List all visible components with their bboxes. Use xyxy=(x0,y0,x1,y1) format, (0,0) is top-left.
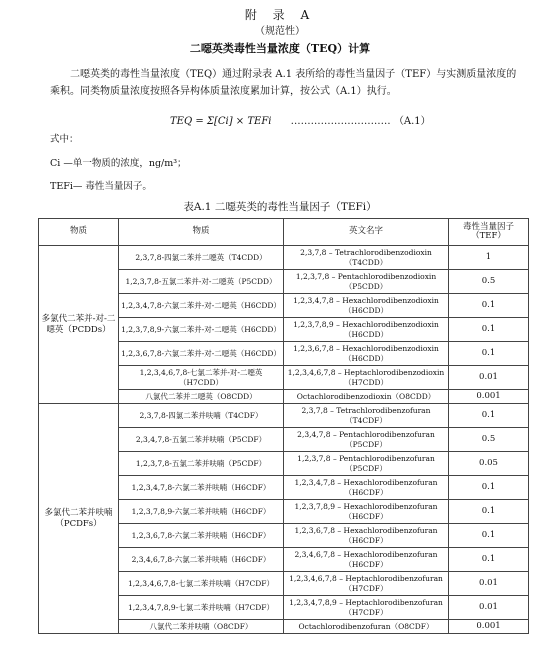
tef-value-cell: 1 xyxy=(449,246,529,270)
appendix-heading: 附 录 A xyxy=(244,8,316,22)
english-name-cell: Octachlorodibenzofuran（O8CDF） xyxy=(284,620,449,634)
english-name-cell: 2,3,7,8 – Tetrachlorodibenzodioxin（T4CDD） xyxy=(284,246,449,270)
table-title: 表A.1 二噁英类的毒性当量因子（TEFi） xyxy=(183,201,377,213)
english-name-cell: 1,2,3,4,6,7,8 – Heptachlorodibenzodioxin（H7CDD） xyxy=(284,366,449,390)
tef-value-cell: 0.1 xyxy=(449,342,529,366)
english-name-cell: 1,2,3,7,8,9 – Hexachlorodibenzodioxin（H6CDD） xyxy=(284,318,449,342)
formula-number: （A.1） xyxy=(393,116,431,127)
tef-value-cell: 0.1 xyxy=(449,524,529,548)
chinese-name-cell: 1,2,3,4,6,7,8-七氯二苯并-对-二噁英（H7CDD） xyxy=(119,366,284,390)
chinese-name-cell: 1,2,3,4,6,7,8-七氯二苯并呋喃（H7CDF） xyxy=(119,572,284,596)
english-name-cell: 1,2,3,6,7,8 – Hexachlorodibenzofuran（H6CDF） xyxy=(284,524,449,548)
tef-value-cell: 0.1 xyxy=(449,476,529,500)
chinese-name-cell: 1,2,3,6,7,8-六氯二苯并-对-二噁英（H6CDD） xyxy=(119,342,284,366)
chinese-name-cell: 1,2,3,7,8-五氯二苯并-对-二噁英（P5CDD） xyxy=(119,270,284,294)
english-name-cell: 1,2,3,4,6,7,8 – Heptachlorodibenzofuran（H7CDF） xyxy=(284,572,449,596)
tef-value-cell: 0.1 xyxy=(449,500,529,524)
tef-value-cell: 0.01 xyxy=(449,366,529,390)
tef-value-cell: 0.5 xyxy=(449,428,529,452)
header-tef: 毒性当量因子（TEF） xyxy=(449,219,529,246)
header-english-name: 英文名字 xyxy=(284,219,449,246)
english-name-cell: 1,2,3,7,8 – Pentachlorodibenzodioxin（P5CDD） xyxy=(284,270,449,294)
tef-value-cell: 0.5 xyxy=(449,270,529,294)
tef-value-cell: 0.1 xyxy=(449,318,529,342)
tef-value-cell: 0.01 xyxy=(449,572,529,596)
formula-expression: TEQ = Σ[Ci] × TEFi xyxy=(170,116,272,127)
chinese-name-cell: 1,2,3,7,8-五氯二苯并呋喃（P5CDF） xyxy=(119,452,284,476)
formula-line xyxy=(170,112,431,127)
tef-value-cell: 0.1 xyxy=(449,294,529,318)
where-label: 式中： xyxy=(50,134,79,145)
tef-value-cell: 0.01 xyxy=(449,596,529,620)
chinese-name-cell: 1,2,3,4,7,8,9-七氯二苯并呋喃（H7CDF） xyxy=(119,596,284,620)
chinese-name-cell: 1,2,3,7,8,9-六氯二苯并呋喃（H6CDF） xyxy=(119,500,284,524)
english-name-cell: 1,2,3,7,8,9 – Hexachlorodibenzofuran（H6CDF） xyxy=(284,500,449,524)
table-header-row xyxy=(39,219,529,246)
normative-label: （规范性） xyxy=(255,26,305,37)
tef-value-cell: 0.001 xyxy=(449,390,529,404)
formula-leader-dots: ………………………… xyxy=(290,116,391,127)
chinese-name-cell: 1,2,3,7,8,9-六氯二苯并-对-二噁英（H6CDD） xyxy=(119,318,284,342)
header-substance: 物质 xyxy=(119,219,284,246)
english-name-cell: 1,2,3,4,7,8 – Hexachlorodibenzodioxin（H6CDD） xyxy=(284,294,449,318)
english-name-cell: 1,2,3,6,7,8 – Hexachlorodibenzodioxin（H6CDD） xyxy=(284,342,449,366)
chinese-name-cell: 2,3,7,8-四氯二苯并二噁英（T4CDD） xyxy=(119,246,284,270)
table-row xyxy=(39,404,529,428)
tef-value-cell: 0.001 xyxy=(449,620,529,634)
english-name-cell: Octachlorodibenzodioxin（O8CDD） xyxy=(284,390,449,404)
chinese-name-cell: 1,2,3,6,7,8-六氯二苯并呋喃（H6CDF） xyxy=(119,524,284,548)
group-name-cell: 多氯代二苯并呋喃（PCDFs） xyxy=(39,404,119,634)
group-name-cell: 多氯代二苯并-对-二噁英（PCDDs） xyxy=(39,246,119,404)
definition-tefi: TEFi— 毒性当量因子。 xyxy=(50,181,152,192)
tef-value-cell: 0.1 xyxy=(449,404,529,428)
intro-paragraph: 二噁英类的毒性当量浓度（TEQ）通过附录表 A.1 表所给的毒性当量因子（TEF）与实测质量浓度的乘积。同类物质量浓度按照各异构体质量浓度累加计算，按公式（A.1）执行。 xyxy=(50,69,517,97)
english-name-cell: 1,2,3,4,7,8 – Hexachlorodibenzofuran（H6CDF） xyxy=(284,476,449,500)
tef-value-cell: 0.1 xyxy=(449,548,529,572)
chinese-name-cell: 2,3,4,7,8-五氯二苯并呋喃（P5CDF） xyxy=(119,428,284,452)
table-row xyxy=(39,246,529,270)
chinese-name-cell: 2,3,4,6,7,8-六氯二苯并呋喃（H6CDF） xyxy=(119,548,284,572)
english-name-cell: 2,3,4,6,7,8 – Hexachlorodibenzofuran（H6CDF） xyxy=(284,548,449,572)
chinese-name-cell: 八氯代二苯并二噁英（O8CDD） xyxy=(119,390,284,404)
english-name-cell: 2,3,4,7,8 – Pentachlorodibenzofuran（P5CDF） xyxy=(284,428,449,452)
chinese-name-cell: 1,2,3,4,7,8-六氯二苯并-对-二噁英（H6CDD） xyxy=(119,294,284,318)
page-title: 二噁英类毒性当量浓度（TEQ）计算 xyxy=(189,42,371,55)
tef-table xyxy=(38,218,529,634)
chinese-name-cell: 1,2,3,4,7,8-六氯二苯并呋喃（H6CDF） xyxy=(119,476,284,500)
header-group: 物质 xyxy=(39,219,119,246)
definition-ci: Ci —单一物质的浓度，ng/m³； xyxy=(50,158,187,169)
table-body xyxy=(39,246,529,634)
english-name-cell: 2,3,7,8 – Tetrachlorodibenzofuran（T4CDF） xyxy=(284,404,449,428)
tef-value-cell: 0.05 xyxy=(449,452,529,476)
english-name-cell: 1,2,3,4,7,8,9 – Heptachlorodibenzofuran（H7CDF） xyxy=(284,596,449,620)
english-name-cell: 1,2,3,7,8 – Pentachlorodibenzofuran（P5CDF） xyxy=(284,452,449,476)
chinese-name-cell: 八氯代二苯并呋喃（O8CDF） xyxy=(119,620,284,634)
chinese-name-cell: 2,3,7,8-四氯二苯并呋喃（T4CDF） xyxy=(119,404,284,428)
